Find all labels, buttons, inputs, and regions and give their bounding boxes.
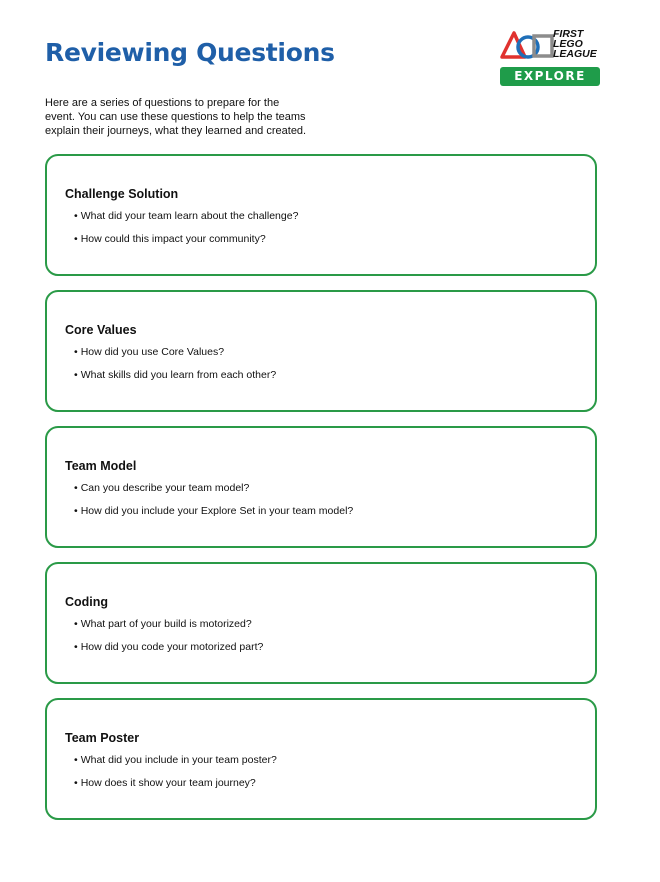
section-heading: Coding xyxy=(65,595,109,609)
question-list xyxy=(74,618,263,664)
question-item: • What did you include in your team poster? xyxy=(74,754,277,777)
question-list xyxy=(74,210,298,256)
question-item: • How did you use Core Values? xyxy=(74,346,276,369)
question-list xyxy=(74,346,276,392)
question-item: • How did you code your motorized part? xyxy=(74,641,263,664)
question-item: • How does it show your team journey? xyxy=(74,777,277,800)
section-heading: Team Model xyxy=(65,459,137,473)
logo-word-league: LEAGUE xyxy=(553,48,597,60)
logo-word-lego: LEGO xyxy=(553,38,583,50)
page-title: Reviewing Questions xyxy=(45,38,335,67)
logo-word-first: FIRST xyxy=(553,28,584,40)
question-item: • How could this impact your community? xyxy=(74,233,298,256)
question-list xyxy=(74,754,277,800)
section-card-core-values xyxy=(45,290,597,412)
section-heading: Challenge Solution xyxy=(65,187,179,201)
first-lego-league-mark-icon xyxy=(500,27,554,63)
question-list xyxy=(74,482,353,528)
logo-explore-band: EXPLORE xyxy=(500,67,600,86)
question-item: • What part of your build is motorized? xyxy=(74,618,263,641)
question-item: • What skills did you learn from each other? xyxy=(74,369,276,392)
question-item: • Can you describe your team model? xyxy=(74,482,353,505)
logo-wordmark xyxy=(553,29,597,59)
section-card-coding xyxy=(45,562,597,684)
section-card-team-poster xyxy=(45,698,597,820)
section-heading: Team Poster xyxy=(65,731,140,745)
intro-text: Here are a series of questions to prepare for the event. You can use these questions to help the teams explain their journeys, what they learned and created. xyxy=(45,97,307,137)
question-item: • What did your team learn about the challenge? xyxy=(74,210,298,233)
question-item: • How did you include your Explore Set in your team model? xyxy=(74,505,353,528)
first-lego-league-explore-logo xyxy=(498,27,602,87)
section-heading: Core Values xyxy=(65,323,137,337)
section-card-team-model xyxy=(45,426,597,548)
section-card-challenge-solution xyxy=(45,154,597,276)
